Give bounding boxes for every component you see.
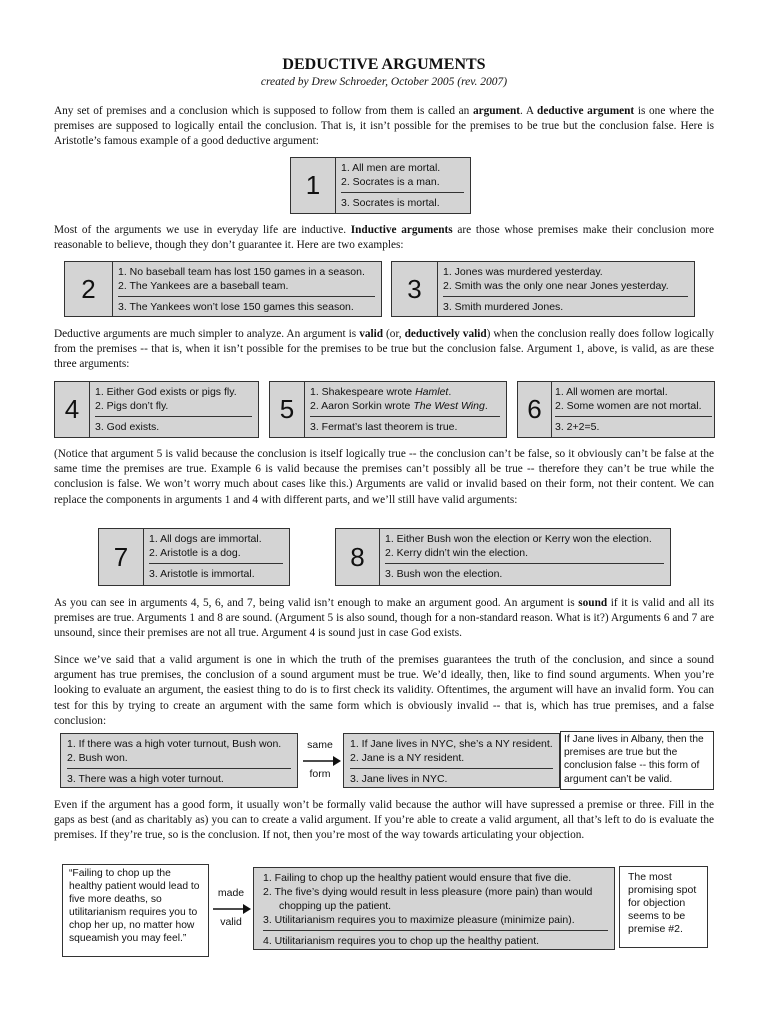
argument-number: 7 <box>99 529 144 585</box>
conclusion: 3. There was a high voter turnout. <box>67 773 224 785</box>
argument-number: 4 <box>55 382 90 437</box>
made-valid-label-top: made <box>217 887 245 899</box>
premise: 1. Either Bush won the election or Kerry won the election. <box>385 533 652 545</box>
page-title: DEDUCTIVE ARGUMENTS <box>282 56 486 73</box>
conclusion: 3. Fermat’s last theorem is true. <box>310 421 458 433</box>
form-paragraph: (Notice that argument 5 is valid because the conclusion is itself logically true -- the conclusion can’t be false, so it obviously can’t be false at the same time the premises are true. Example 6 is valid because the premises can’t possibly all be true -- therefore they can’t be true while the conclusion is false. We won’t worry much about cases like this.) Arguments are valid or invalid based on their form, not their content. We can replace the components in arguments 1 and 4 with different parts, and we’ll still have valid arguments: <box>54 448 714 506</box>
soundness-paragraph: As you can see in arguments 4, 5, 6, and 7, being valid isn’t enough to make an argument good. An argument is sound if it is valid and all its premises are true. Arguments 1 and 8 are sound. (Argument 5 is also sound, though for a non-standard reason. What is it?) Arguments 6 and 7 are unsound, since their premises are not all true. Argument 4 is sound just in case God exists. <box>54 597 714 640</box>
conclusion: 3. God exists. <box>95 421 160 433</box>
premise: 1. Shakespeare wrote Hamlet. <box>310 386 452 398</box>
premise: 1. Either God exists or pigs fly. <box>95 386 237 398</box>
conclusion-divider <box>310 416 500 417</box>
intro-paragraph: Any set of premises and a conclusion which is supposed to follow from them is called an argument. A deductive argument is one where the premises are supposed to logically entail the conclusion. That is, it isn’t possible for the premises to be true but the conclusion false. Here is Aristotle’s famous example of a good deductive argument: <box>54 105 715 148</box>
conclusion-divider <box>263 930 608 931</box>
same-form-label-bottom: form <box>309 768 331 780</box>
premise: 2. Socrates is a man. <box>341 176 440 188</box>
argument-number: 5 <box>270 382 305 437</box>
argument-box-6 <box>517 381 715 438</box>
premise: 2. Some women are not mortal. <box>555 400 702 412</box>
conclusion: 3. Smith murdered Jones. <box>443 301 564 313</box>
premise: 2. Jane is a NY resident. <box>350 752 465 764</box>
argument-box-8 <box>335 528 671 586</box>
same-form-label-top: same <box>307 739 333 751</box>
conclusion: 3. Aristotle is immortal. <box>149 568 255 580</box>
premise: 2. Pigs don’t fly. <box>95 400 169 412</box>
argument-number: 3 <box>392 262 438 316</box>
page-subtitle: created by Drew Schroeder, October 2005 (rev. 2007) <box>260 76 508 88</box>
premise: 1. If Jane lives in NYC, she’s a NY resident. <box>350 738 553 750</box>
premise: 1. All dogs are immortal. <box>149 533 262 545</box>
conclusion: 3. The Yankees won’t lose 150 games this season. <box>118 301 354 313</box>
premise: 1. All women are mortal. <box>555 386 668 398</box>
premise: 2. Aaron Sorkin wrote The West Wing. <box>310 400 488 412</box>
premise: 3. Utilitarianism requires you to maximize pleasure (minimize pain). <box>263 914 575 926</box>
conclusion-divider <box>149 563 283 564</box>
conclusion-divider <box>95 416 252 417</box>
conclusion: 3. Jane lives in NYC. <box>350 773 448 785</box>
made-valid-label-bottom: valid <box>220 916 242 928</box>
argument-box-4 <box>54 381 259 438</box>
argument-number: 6 <box>518 382 552 437</box>
conclusion: 3. Bush won the election. <box>385 568 503 580</box>
premise: 1. All men are mortal. <box>341 162 441 174</box>
counterexample-note: If Jane lives in Albany, then the premises are true but the conclusion false -- this form of argument can’t be valid. <box>560 731 714 790</box>
argument-box-3 <box>391 261 695 317</box>
premise: 2. Smith was the only one near Jones yesterday. <box>443 280 669 292</box>
arrow-right-icon <box>212 903 252 915</box>
conclusion-divider <box>555 416 712 417</box>
premise: 2. Kerry didn’t win the election. <box>385 547 528 559</box>
argument-box-invalid-bush <box>60 733 298 788</box>
inductive-paragraph: Most of the arguments we use in everyday life are inductive. Inductive arguments are those whose premises make their conclusion more reasonable to believe, though they don’t guarantee it. Here are two examples: <box>54 224 715 252</box>
argument-number: 8 <box>336 529 380 585</box>
conclusion: 3. Socrates is mortal. <box>341 197 440 209</box>
conclusion-divider <box>350 768 553 769</box>
conclusion-divider <box>443 296 688 297</box>
argument-box-7 <box>98 528 290 586</box>
argument-number: 1 <box>291 158 336 213</box>
quote-box: “Failing to chop up the healthy patient would lead to five more deaths, so utilitarianism requires you to chop her up, no matter how squeamish you may feel.” <box>62 864 209 957</box>
objection-note: The most promising spot for objection seems to be premise #2. <box>619 866 708 948</box>
premise: 2. The Yankees are a baseball team. <box>118 280 289 292</box>
conclusion-divider <box>67 768 291 769</box>
premise: 1. No baseball team has lost 150 games in a season. <box>118 266 365 278</box>
conclusion: 4. Utilitarianism requires you to chop up the healthy patient. <box>263 935 540 947</box>
charity-paragraph: Even if the argument has a good form, it usually won’t be formally valid because the author will have supressed a premise or three. Fill in the gaps as best (and as charitably as) you can to create a valid argument. If you’re able to create a valid argument, all that’s left to do is evaluate the premises. If they’re true, so is the conclusion. If not, then you’re most of the way towards articulating your objection. <box>54 799 714 842</box>
conclusion-divider <box>118 296 375 297</box>
premise: 2. Bush won. <box>67 752 128 764</box>
validity-paragraph: Deductive arguments are much simpler to analyze. An argument is valid (or, deductively valid) when the conclusion really does follow logically from the premises -- that is, when it isn’t possible for the premises to be true but the conclusion false. Argument 1, above, is valid, as are these three arguments: <box>54 328 714 371</box>
premise: 2. Aristotle is a dog. <box>149 547 241 559</box>
argument-number: 2 <box>65 262 113 316</box>
evaluation-paragraph: Since we’ve said that a valid argument is one in which the truth of the premises guarantees the truth of the conclusion, and since a sound argument has true premises, the conclusion of a sound argument must be true. We’d ideally, then, like to find sound arguments. When you’re looking to evaluate an argument, the easiest thing to do is to first check its validity. Oftentimes, the argument will have an invalid form. You can test for this by trying to create an argument with the same form which is obviously invalid -- that is, which has true premises, and a false conclusion: <box>54 654 714 727</box>
argument-box-invalid-jane <box>343 733 560 788</box>
argument-box-5 <box>269 381 507 438</box>
premise: 1. Jones was murdered yesterday. <box>443 266 603 278</box>
argument-box-2 <box>64 261 382 317</box>
argument-box-utilitarian <box>253 867 615 950</box>
conclusion-divider <box>341 192 464 193</box>
premise: 1. If there was a high voter turnout, Bush won. <box>67 738 282 750</box>
argument-box-1 <box>290 157 471 214</box>
arrow-right-icon <box>302 755 342 767</box>
premise: 1. Failing to chop up the healthy patient would ensure that five die. <box>263 872 572 884</box>
premise: 2. The five’s dying would result in less pleasure (more pain) than would chopping up the patient. <box>263 886 593 912</box>
conclusion-divider <box>385 563 664 564</box>
conclusion: 3. 2+2=5. <box>555 421 600 433</box>
